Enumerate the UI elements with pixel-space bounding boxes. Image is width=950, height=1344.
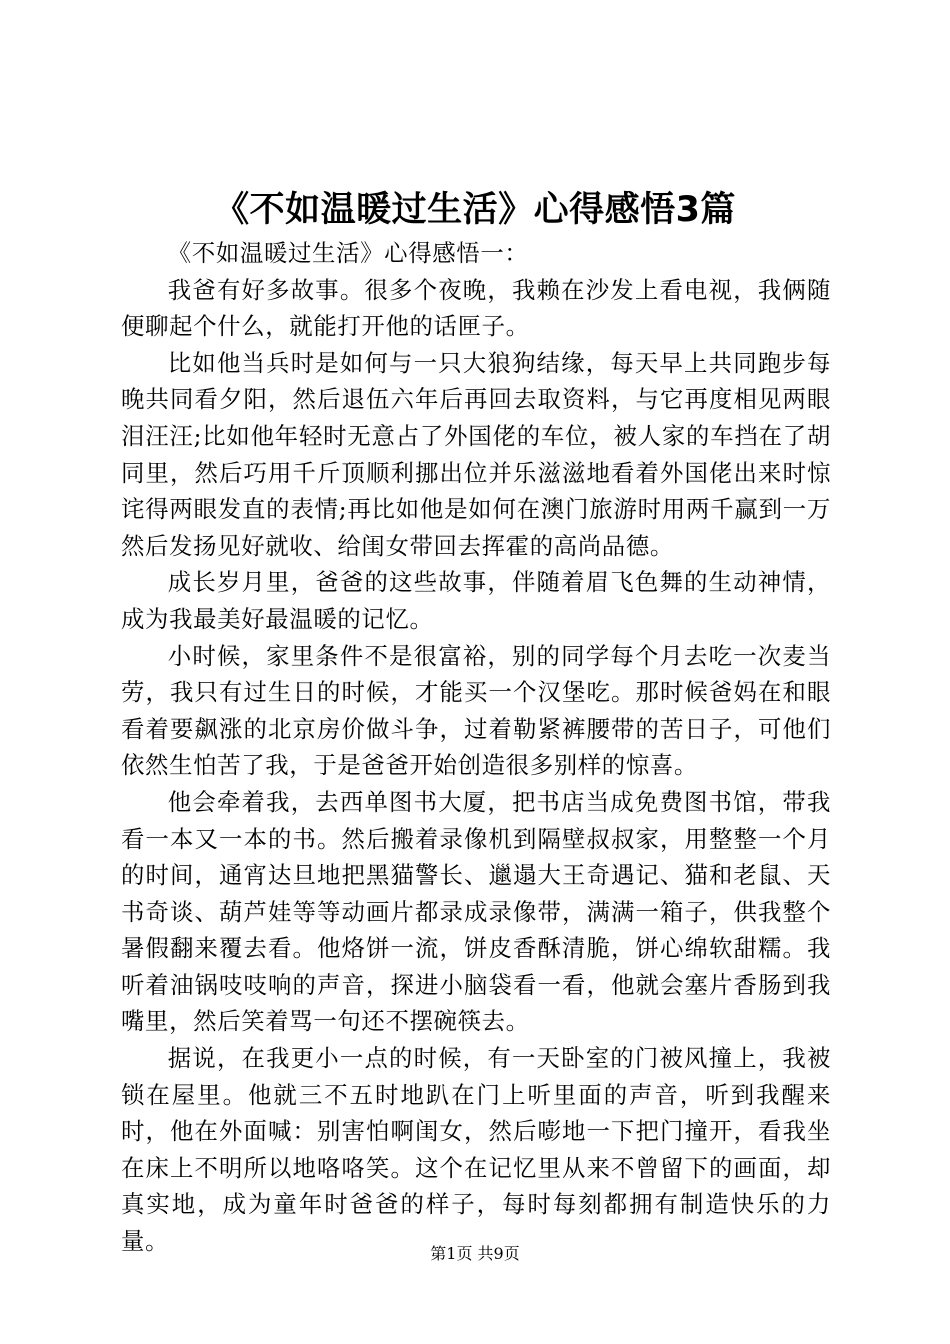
document-title: 《不如温暖过生活》心得感悟3篇 bbox=[214, 190, 736, 230]
paragraph: 他会牵着我，去西单图书大厦，把书店当成免费图书馆，带我看一本又一本的书。然后搬着录像机到隔壁叔叔家，用整整一个月的时间，通宵达旦地把黑猫警长、邋遢大王奇遇记、猫和老鼠、天书奇谈、葫芦娃等等动画片都录成录像带，满满一箱子，供我整个暑假翻来覆去看。他烙饼一流，饼皮香酥清脆，饼心绵软甜糯。我听着油锅吱吱响的声音，探进小脑袋看一看，他就会塞片香肠到我嘴里，然后笑着骂一句还不摆碗筷去。 bbox=[121, 787, 831, 1036]
page-number-footer: 第1页 共9页 bbox=[430, 1244, 520, 1263]
paragraph: 成长岁月里，爸爸的这些故事，伴随着眉飞色舞的生动神情，成为我最美好最温暖的记忆。 bbox=[121, 568, 831, 633]
paragraph: 据说，在我更小一点的时候，有一天卧室的门被风撞上，我被锁在屋里。他就三不五时地趴在门上听里面的声音，听到我醒来时，他在外面喊：别害怕啊闺女，然后嘭地一下把门撞开，看我坐在床上不明所以地咯咯笑。这个在记忆里从来不曾留下的画面，却真实地，成为童年时爸爸的样子，每时每刻都拥有制造快乐的力量。 bbox=[121, 1044, 831, 1256]
paragraph: 小时候，家里条件不是很富裕，别的同学每个月去吃一次麦当劳，我只有过生日的时候，才能买一个汉堡吃。那时候爸妈在和眼看着要飙涨的北京房价做斗争，过着勒紧裤腰带的苦日子，可他们依然生怕苦了我，于是爸爸开始创造很多别样的惊喜。 bbox=[121, 641, 831, 780]
document-body bbox=[121, 235, 831, 1260]
paragraph: 我爸有好多故事。很多个夜晚，我赖在沙发上看电视，我俩随便聊起个什么，就能打开他的话匣子。 bbox=[121, 275, 831, 341]
paragraph-heading: 《不如温暖过生活》心得感悟一： bbox=[167, 239, 529, 267]
paragraph: 比如他当兵时是如何与一只大狼狗结缘，每天早上共同跑步每晚共同看夕阳，然后退伍六年后再回去取资料，与它再度相见两眼泪汪汪;比如他年轻时无意占了外国佬的车位，被人家的车挡在了胡同里，然后巧用千斤顶顺利挪出位并乐滋滋地看着外国佬出来时惊诧得两眼发直的表情;再比如他是如何在澳门旅游时用两千赢到一万然后发扬见好就收、给闺女带回去挥霍的高尚品德。 bbox=[121, 348, 831, 560]
